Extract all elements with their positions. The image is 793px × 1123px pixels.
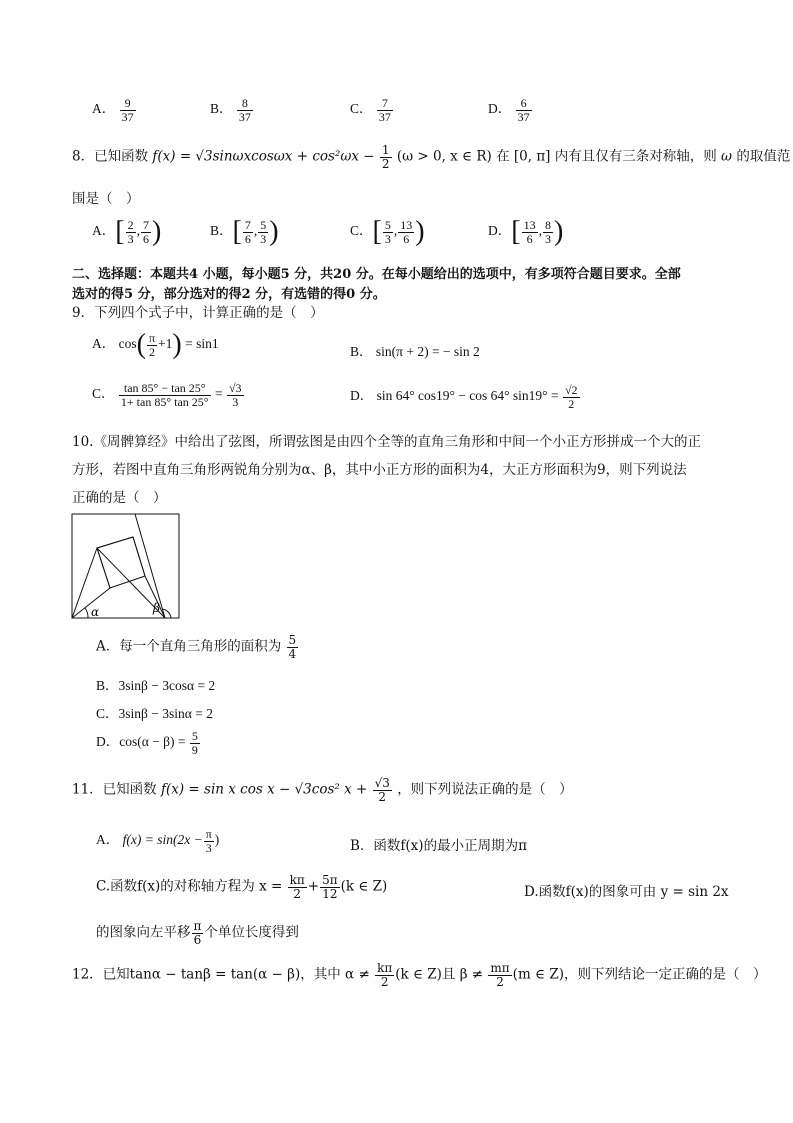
q11-option-b: B．函数f(x)的最小正周期为π (350, 838, 527, 854)
q12-frac2: $\frac{m\pi}{2}$ (490, 961, 510, 989)
q8-option-c: C．[ $\frac{5}{3}$ , $\frac{13}{6}$ ) (350, 216, 425, 247)
q8-option-d: D．[ $\frac{13}{6}$ , $\frac{8}{3}$ ) (488, 216, 564, 247)
q11-fraction: $\frac{√3}{2}$ (374, 776, 390, 804)
q7-option-c: C． $\frac{7}{37}$ (350, 96, 391, 124)
q8-half-fraction: $\frac{1}{2}$ (381, 143, 390, 171)
q11-c-frac1: $\frac{k\pi}{2}$ (289, 873, 305, 901)
q12-stem: 12．已知tanα − tanβ = tan(α − β)，其中 α ≠ $\frac{k\pi}{2}$ (k ∈ Z)且 β ≠ $\frac{m\pi}{2}$ (m ∈ Z)，则下列结论一定正确的是（ ） (72, 961, 767, 989)
q8-option-b: B．[ $\frac{7}{6}$ , $\frac{5}{3}$ ) (210, 216, 279, 247)
q8-c-upper: $\frac{13}{6}$ (400, 217, 413, 246)
q8-b-upper: $\frac{5}{3}$ (260, 217, 267, 246)
q8-a-upper: $\frac{7}{6}$ (142, 217, 149, 246)
q9-c-result: $\frac{√3}{3}$ (228, 381, 242, 409)
q11-a-fraction: $\frac{\pi}{3}$ (205, 827, 212, 855)
q8-stem-line2: 围是（ ） (72, 191, 140, 207)
q7-option-b: B． $\frac{8}{37}$ (210, 96, 251, 124)
q11-option-d-line2: 的图象向左平移 $\frac{\pi}{6}$ 个单位长度得到 (96, 919, 299, 947)
q9-a-fraction: $\frac{\pi}{2}$ (148, 330, 156, 359)
q7-d-fraction: $\frac{6}{37}$ (517, 96, 530, 124)
q11-d-fraction: $\frac{\pi}{6}$ (193, 919, 202, 947)
inner-square (97, 537, 145, 588)
q8-stem: 8．已知函数 f(x) = √3sinωxcosωx + cos²ωx − $\frac{1}{2}$ (ω > 0, x ∈ R) 在 [0, π] 内有且仅有三条对称轴，则 ω 的取值范 (72, 143, 791, 171)
q9-option-d: D． sin 64° cos19° − cos 64° sin19° = $\frac{√2}{2}$ (350, 383, 578, 411)
section-heading-line1: 二、选择题：本题共4 小题，每小题5 分，共20 分。在每小题给出的选项中，有多项符合题目要求。全部 (72, 267, 681, 282)
q8-option-a: A．[ $\frac{2}{3}$ , $\frac{7}{6}$ ) (92, 216, 162, 247)
alpha-arc (85, 608, 88, 618)
q7-a-fraction: $\frac{9}{37}$ (121, 96, 134, 124)
q8-c-lower: $\frac{5}{3}$ (384, 217, 391, 246)
q10-stem-line3: 正确的是（ ） (72, 490, 167, 506)
q8-a-lower: $\frac{2}{3}$ (127, 217, 134, 246)
q8-d-lower: $\frac{13}{6}$ (523, 217, 536, 246)
q7-option-a: A． $\frac{9}{37}$ (92, 96, 134, 124)
right-triangle-right (108, 514, 179, 618)
q7-option-d: D． $\frac{6}{37}$ (488, 96, 530, 124)
q9-option-b: B． sin(π + 2) = − sin 2 (350, 344, 480, 359)
q8-d-upper: $\frac{8}{3}$ (544, 217, 551, 246)
beta-label: β (153, 601, 160, 615)
string-diagram (70, 512, 182, 620)
q11-option-c: C.函数f(x)的对称轴方程为 x = $\frac{k\pi}{2}$ + $\frac{5\pi}{12}$ (k ∈ Z) (96, 873, 388, 901)
q7-c-fraction: $\frac{7}{37}$ (378, 96, 391, 124)
q10-a-fraction: $\frac{5}{4}$ (288, 633, 297, 661)
alpha-label: α (91, 605, 100, 619)
q10-option-d: D．cos(α − β) = $\frac{5}{9}$ (96, 729, 198, 757)
q10-option-a: A．每一个直角三角形的面积为 $\frac{5}{4}$ (96, 633, 297, 661)
q10-stem-line1: 10.《周髀算经》中给出了弦图，所谓弦图是由四个全等的直角三角形和中间一个小正方形拼成一个大的正 (72, 434, 701, 450)
q11-c-frac2: $\frac{5\pi}{12}$ (322, 873, 338, 901)
q10-stem-line2: 方形，若图中直角三角形两锐角分别为α、β，其中小正方形的面积为4，大正方形面积为9，则下列说法 (72, 462, 687, 478)
q11-option-d: D.函数f(x)的图象可由 y = sin 2x (524, 884, 729, 900)
q12-frac1: $\frac{k\pi}{2}$ (377, 961, 393, 989)
q11-option-a: A． f(x) = sin(2x − $\frac{\pi}{3}$ ) (96, 827, 220, 855)
q10-option-c: C．3sinβ − 3sinα = 2 (96, 706, 213, 721)
q9-option-c: C． $\frac{\tan 85^\circ - \tan 25^\circ}{1+ \tan 85^\circ \tan 25^\circ}$ = $\frac{√3}{3}$ (92, 381, 242, 409)
outer-square (72, 514, 179, 618)
q9-d-result: $\frac{√2}{2}$ (564, 383, 578, 411)
section-heading-line2: 选对的得5 分，部分选对的得2 分，有选错的得0 分。 (72, 287, 386, 302)
q8-b-lower: $\frac{7}{6}$ (244, 217, 251, 246)
q11-stem: 11．已知函数 f(x) = sin x cos x − √3cos² x + $\frac{√3}{2}$ ，则下列说法正确的是（ ） (72, 776, 573, 804)
q9-stem: 9．下列四个式子中，计算正确的是（ ） (72, 305, 324, 321)
q10-d-fraction: $\frac{5}{9}$ (191, 729, 198, 757)
q9-c-fraction: $\frac{\tan 85^\circ - \tan 25^\circ}{1+ \tan 85^\circ \tan 25^\circ}$ (120, 381, 209, 409)
q9-option-a: A． cos( $\frac{\pi}{2}$ +1) = sin1 (92, 329, 219, 360)
q7-b-fraction: $\frac{8}{37}$ (238, 96, 251, 124)
q10-option-b: B．3sinβ − 3cosα = 2 (96, 678, 216, 693)
